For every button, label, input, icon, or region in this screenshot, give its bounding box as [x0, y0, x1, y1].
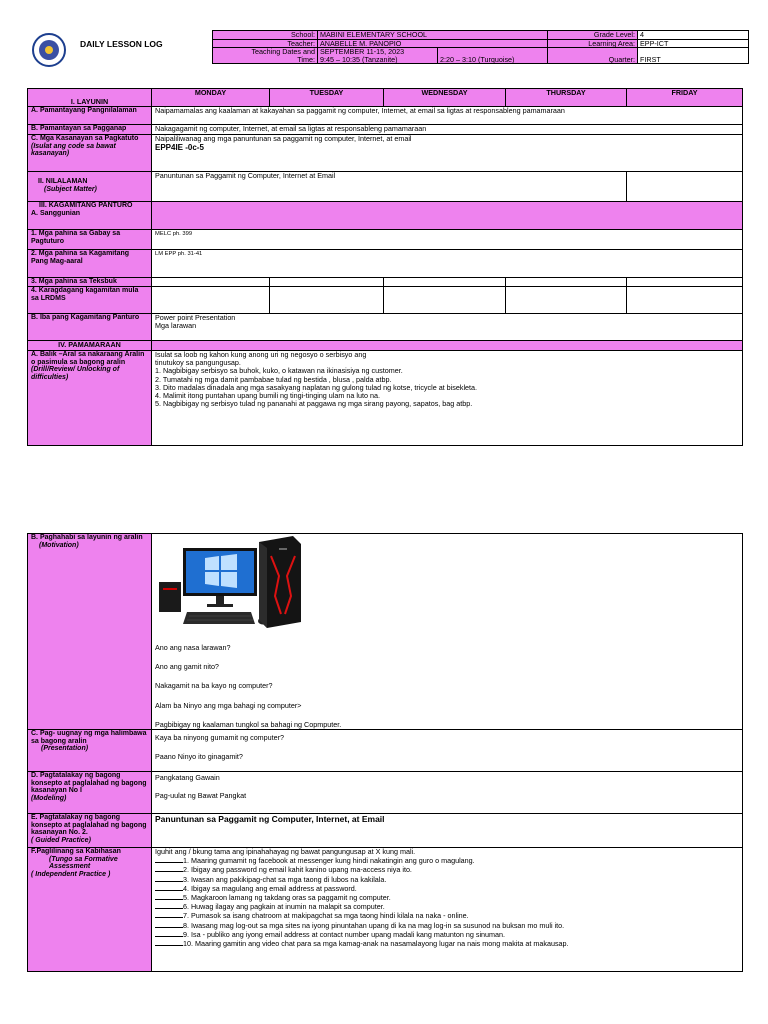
- motivation-content: [152, 534, 743, 730]
- lrdms-mon: [152, 287, 270, 314]
- motivation-q1: Ano ang nasa larawan?: [155, 643, 231, 652]
- quarter-value: FIRST: [638, 48, 749, 64]
- independent-label: F.Paglilinang sa Kabihasan (Tungo sa Formative Assessment ( Independent Practice ): [28, 848, 152, 972]
- kasanayan-label: C. Mga Kasanayan sa Pagkatuto (Isulat ang code sa bawat kasanayan): [28, 135, 152, 172]
- day-monday: MONDAY: [152, 89, 270, 107]
- time2-value: 2:20 – 3:10 (Turquoise): [438, 48, 548, 64]
- teksbuk-label: 3. Mga pahina sa Teksbuk: [28, 278, 152, 287]
- desktop-computer-icon: [155, 536, 305, 636]
- school-value: MABINI ELEMENTARY SCHOOL: [318, 31, 548, 40]
- day-tuesday: TUESDAY: [270, 89, 384, 107]
- document-title: DAILY LESSON LOG: [80, 39, 163, 49]
- pamamaraan-heading: IV. PAMAMARAAN: [28, 341, 152, 351]
- balik-aral-text: Isulat sa loob ng kahon kung anong uri ng negosyo o serbisyo ang tinutukoy sa pangungusap. 1. Nagbibigay serbisyo sa buhok, kuko, o katawan na ikinasisiya ng customer. 2. Tumatahi ng mga damit pambabae tulad ng bestida , blusa , palda atbp. 3. Dito madalas dinadala ang mga sasakyang naplatan ng gulong tulad ng kotse, tricycle at bisekleta. 4. Malimit itong puntahan upang bumili ng tingi-tinging ulam na luto na. 5. Nagbibigay ng serbisyo tulad ng pananahi at paggawa ng mga sirang payong, sapatos, bag atbp.: [152, 351, 743, 446]
- grade-label: Grade Level:: [548, 31, 638, 40]
- lrdms-fri: [627, 287, 743, 314]
- deped-seal-logo: [32, 33, 66, 67]
- pamantayan-pagganap-label: B. Pamantayan sa Pagganap: [28, 125, 152, 135]
- kagamitang-panturo-band: [152, 202, 743, 230]
- item-4: 4. Ibigay sa magulang ang email address at password.: [155, 884, 739, 893]
- gabay-text: MELC ph. 399: [152, 230, 743, 250]
- item-3: 3. Iwasan ang pakikipag-chat sa mga taong di lubos na kakilala.: [155, 875, 739, 884]
- grade-value: 4: [638, 31, 749, 40]
- motivation-q4: Alam ba Ninyo ang mga bahagi ng computer>: [155, 700, 302, 710]
- day-friday: FRIDAY: [627, 89, 743, 107]
- lrdms-label: 4. Karagdagang kagamitan mula sa LRDMS: [28, 287, 152, 314]
- lrdms-thu: [506, 287, 627, 314]
- modeling-label: D. Pagtatalakay ng bagong konsepto at paglalahad ng bagong kasanayan No I (Modeling): [28, 772, 152, 814]
- teacher-value: ANABELLE M. PANOPIO: [318, 39, 548, 48]
- presentation-content: Kaya ba ninyong gumamit ng computer? Paano Ninyo ito ginagamit?: [152, 730, 743, 772]
- pamantayang-pangnilalaman-label: A. Pamantayang Pangnilalaman: [28, 107, 152, 125]
- lesson-table-page1: [27, 88, 743, 446]
- dates-value: SEPTEMBER 11-15, 2023 9:45 – 10:35 (Tanzanite): [318, 48, 438, 64]
- teksbuk-tue: [270, 278, 384, 287]
- kagamitang-panturo-label: III. KAGAMITANG PANTURO A. Sanggunian: [28, 202, 152, 230]
- guided-content: Panuntunan sa Paggamit ng Computer, Internet, at Email: [152, 814, 743, 848]
- day-wednesday: WEDNESDAY: [384, 89, 506, 107]
- item-1: 1. Maaring gumamit ng facebook at messenger kung hindi nakatingin ang guro o magulang.: [155, 856, 739, 865]
- item-10: 10. Maaring gamitin ang video chat para sa mga kamag-anak na nasamalayong lugar na nais mong makita at makausap.: [155, 939, 739, 948]
- modeling-content: Pangkatang Gawain Pag-uulat ng Bawat Pangkat: [152, 772, 743, 814]
- presentation-label: C. Pag- uugnay ng mga halimbawa sa bagong aralin (Presentation): [28, 730, 152, 772]
- teksbuk-thu: [506, 278, 627, 287]
- teksbuk-fri: [627, 278, 743, 287]
- motivation-q2: Ano ang gamit nito?: [155, 662, 219, 672]
- teksbuk-mon: [152, 278, 270, 287]
- area-label: Learning Area:: [548, 39, 638, 48]
- lrdms-wed: [384, 287, 506, 314]
- layunin-heading: I. LAYUNIN: [28, 89, 152, 107]
- computer-image: [155, 536, 739, 636]
- motivation-q3: Nakagamit na ba kayo ng computer?: [155, 681, 273, 691]
- nilalaman-label: II. NILALAMAN (Subject Matter): [28, 172, 152, 202]
- area-value: EPP-ICT: [638, 39, 749, 48]
- balik-aral-label: A. Balik –Aral sa nakaraang Aralin o pasimula sa bagong aralin (Drill/Review/ Unlocking of difficulties): [28, 351, 152, 446]
- nilalaman-friday: [627, 172, 743, 202]
- guided-label: E. Pagtatalakay ng bagong konsepto at paglalahad ng bagong kasanayan No. 2. ( Guided Practice): [28, 814, 152, 848]
- item-7: 7. Pumasok sa isang chatroom at makipagchat sa mga taong hindi kilala na naka - online.: [155, 911, 739, 920]
- school-label: School:: [213, 31, 318, 40]
- item-8: 8. Iwasang mag log-out sa mga sites na iyong pinuntahan upang di ka na mag log-in sa susunod na buksan mo muli ito.: [155, 921, 739, 930]
- motivation-q5: Pagbibigay ng kaalaman tungkol sa bahagi ng Copmputer.: [155, 719, 342, 729]
- mag-aaral-label: 2. Mga pahina sa Kagamitang Pang Mag-aaral: [28, 250, 152, 278]
- item-5: 5. Magkaroon lamang ng takdang oras sa paggamit ng computer.: [155, 893, 739, 902]
- lesson-table-page2: [27, 533, 743, 972]
- dates-label: Teaching Dates and Time:: [213, 48, 318, 64]
- independent-content: Iguhit ang / bkung tama ang ipinahahayag ng bawat pangungusap at X kung mali. 1. Maaring gumamit ng facebook at messenger kung hindi nakatingin ang guro o magulang. 2. Ibigay ang password ng email kahit kanino upang ma-access niya ito. 3. Iwasan ang pakikipag-chat sa mga taong di lubos na kakilala. 4. Ibigay sa magulang ang email address at password. 5. Magkaroon lamang ng takdang oras sa paggamit ng computer. 6. Huwag ilagay ang pagkain at inumin na malapit sa computer. 7. Pumasok sa isang chatroom at makipagchat sa mga taong hindi kilala na naka - online. 8. Iwasang mag log-out sa mga sites na iyong pinuntahan upang di ka na mag log-in sa susunod na buksan mo muli ito. 9. Isa - publiko ang iyong email address at contact number upang madali kang matunton ng sinuman. 10. Maaring gamitin ang video chat para sa mga kamag-anak na nasamalayong lugar na nais mong makita at makausap.: [152, 848, 743, 972]
- lrdms-tue: [270, 287, 384, 314]
- iba-label: B. Iba pang Kagamitang Panturo: [28, 314, 152, 341]
- mag-aaral-text: LM EPP ph. 31-41: [152, 250, 743, 278]
- item-6: 6. Huwag ilagay ang pagkain at inumin na malapit sa computer.: [155, 902, 739, 911]
- iba-text: Power point Presentation Mga larawan: [152, 314, 743, 341]
- nilalaman-text: Panuntunan sa Paggamit ng Computer, Internet at Email: [152, 172, 627, 202]
- kasanayan-text: Naipaliliwanag ang mga panuntunan sa paggamit ng computer, Internet, at email EPP4IE -0c-5: [152, 135, 743, 172]
- gabay-label: 1. Mga pahina sa Gabay sa Pagtuturo: [28, 230, 152, 250]
- item-2: 2. Ibigay ang password ng email kahit kanino upang ma-access niya ito.: [155, 865, 739, 874]
- pamantayan-pagganap-text: Nakagagamit ng computer, Internet, at email sa ligtas at responsableng pamamaraan: [152, 125, 743, 135]
- item-9: 9. Isa - publiko ang iyong email address at contact number upang madali kang matunton ng sinuman.: [155, 930, 739, 939]
- motivation-label: B. Paghahabi sa layunin ng aralin (Motivation): [28, 534, 152, 730]
- quarter-label: Quarter:: [548, 48, 638, 64]
- pamantayang-pangnilalaman-text: Naipamamalas ang kaalaman at kakayahan sa paggamit ng computer, Internet, at email sa ligtas at responsableng pamamaraan: [152, 107, 743, 125]
- header-table: [212, 30, 749, 64]
- day-thursday: THURSDAY: [506, 89, 627, 107]
- pamamaraan-band: [152, 341, 743, 351]
- teksbuk-wed: [384, 278, 506, 287]
- teacher-label: Teacher:: [213, 39, 318, 48]
